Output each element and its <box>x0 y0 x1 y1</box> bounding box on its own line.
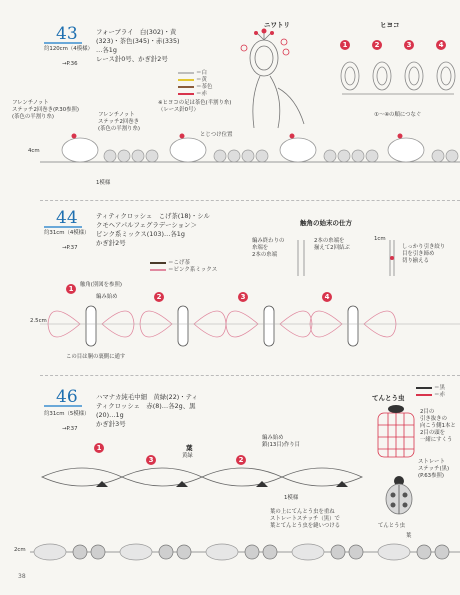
leaf-garland-diagram <box>42 459 362 495</box>
leaf-step-3: 3 <box>146 455 156 465</box>
section-43 <box>0 0 460 200</box>
height-43-label: 4cm <box>28 148 40 154</box>
leaf-bottom-label: 葉 <box>406 533 412 539</box>
antenna-note-1: 編み終わりの 糸端を 2本の糸端 <box>252 238 285 258</box>
chick-chart-diagram <box>338 52 458 112</box>
butterfly-step-4: 4 <box>322 292 332 302</box>
pattern-number-43: 43 <box>56 24 78 44</box>
butterfly-garland-diagram <box>40 296 460 356</box>
chick-step-1: 1 <box>340 40 350 50</box>
antenna-ref-label: 触角(別図を参照) <box>80 282 122 288</box>
page-ref-arrow-icon: → <box>62 61 67 67</box>
butterfly-step-3: 3 <box>238 292 248 302</box>
start-46-label: 編み始め 鎖(13目)作り目 <box>262 435 301 448</box>
chick-step-4: 4 <box>436 40 446 50</box>
repeat-46-label: 1模様 <box>284 495 299 501</box>
leaf-step-1: 1 <box>94 443 104 453</box>
section-46 <box>0 375 460 595</box>
antenna-finish-diagram <box>290 240 410 280</box>
antenna-tie-note: しっかり引き絞り 目を引き締め 切り揃える <box>402 244 446 264</box>
chick-join-note: ①～④の順につなぐ <box>374 112 422 118</box>
antenna-note-2: 2本の糸端を 揃えて2回結ぶ <box>314 238 350 251</box>
repeat-43-label: 1模様 <box>96 180 111 186</box>
legend-44-pink-mix: ＝ピンク系ミックス <box>150 267 230 274</box>
ladybug-finished-icon <box>384 475 414 515</box>
legend-43-note: ※ヒヨコの足は茶色(半割り糸) （レース針0号） <box>158 100 232 113</box>
chick-step-2: 2 <box>372 40 382 50</box>
antenna-length-label: 1cm <box>374 236 386 242</box>
french-knot-note-1: フレンチノット ステッチ2回巻き(P.30参照) (茶色の半割り糸) <box>12 100 80 120</box>
back-through-note: この目は胴の裏側に通す <box>66 354 126 360</box>
legend-swatch <box>150 269 166 271</box>
rooster-chart-diagram <box>234 28 314 138</box>
ladybug-bottom-label: てんとう虫 <box>378 523 405 529</box>
legend-43-yellow: ＝黄 <box>178 77 222 84</box>
legend-swatch <box>178 86 194 88</box>
rooster-label: ニワトリ <box>264 21 290 29</box>
legend-43 <box>178 70 222 98</box>
pattern-number-44: 44 <box>56 208 78 228</box>
height-44-label: 2.5cm <box>30 318 47 324</box>
pattern-44-size: 約31cm（4模様） <box>44 230 90 236</box>
legend-swatch <box>416 387 432 389</box>
pattern-43-size: 約120cm（4模様） <box>44 46 93 52</box>
attach-ladybug-note: 葉の上にてんとう虫を重ね ストレートステッチ（黒）で 葉とてんとう虫を縫いつける <box>270 509 341 529</box>
page-number: 38 <box>18 573 26 580</box>
legend-43-red: ＝赤 <box>178 91 222 98</box>
pattern-44-ref: →P.37 <box>62 245 78 251</box>
legend-swatch <box>416 394 432 396</box>
two-stitch-note: 2目の 引き抜きの 向こう側1本と 2目の頭を 一緒にすくう <box>420 409 456 443</box>
legend-46-black: ＝黒 <box>416 385 460 392</box>
legend-swatch <box>178 93 194 95</box>
ladybug-title: てんとう虫 <box>372 394 405 402</box>
ladybug-leaf-garland <box>30 537 460 567</box>
leaf-color-label: 黄緑 <box>182 453 193 459</box>
pattern-46-materials: ハマナカ純毛中細 黄緑(22)・ティ ティクロッシェ 赤(8)…各2g、黒 (20)…1g かぎ針3号 <box>96 393 198 428</box>
french-knot-note-2: フレンチノット ステッチ2回巻き (茶色の半割り糸) <box>98 112 140 132</box>
page-ref-arrow-icon: → <box>62 245 67 251</box>
legend-44 <box>150 260 230 274</box>
leaf-title: 葉 <box>186 444 193 452</box>
ladybug-chart-diagram <box>374 405 418 461</box>
pattern-46-size: 約31cm（5模様） <box>44 411 90 417</box>
butterfly-step-2: 2 <box>154 292 164 302</box>
antenna-finish-title: 触角の始末の仕方 <box>300 219 352 227</box>
pattern-43-materials: フォーブライ 白(302)・黄 (323)・茶色(345)・赤(335) …各1g レース針0号、かぎ針2号 <box>96 28 180 63</box>
rooster-chick-garland <box>40 128 460 180</box>
legend-swatch <box>150 262 166 264</box>
chick-label: ヒヨコ <box>380 21 400 29</box>
legend-44-dark-brown: ＝こげ茶 <box>150 260 230 267</box>
chick-step-3: 3 <box>404 40 414 50</box>
start-44-label: 編み始め <box>96 294 118 300</box>
closing-position-label: とじつけ位置 <box>200 132 233 138</box>
page-ref-arrow-icon: → <box>62 426 67 432</box>
pattern-number-46: 46 <box>56 387 78 407</box>
legend-swatch <box>178 79 194 81</box>
legend-43-brown: ＝茶色 <box>178 84 222 91</box>
legend-swatch <box>178 72 194 74</box>
legend-46 <box>416 385 460 399</box>
straight-stitch-label: ストレート ステッチ(黒) (P.63参照) <box>418 459 450 479</box>
pattern-43-ref: →P.36 <box>62 61 78 67</box>
legend-43-white: ＝白 <box>178 70 222 77</box>
legend-46-red: ＝赤 <box>416 392 460 399</box>
section-44 <box>0 200 460 375</box>
leaf-step-2: 2 <box>236 455 246 465</box>
height-46-label: 2cm <box>14 547 26 553</box>
pattern-44-materials: ティティクロッシェ こげ茶(18)・シル クモヘアパルフェグラデーション＞ ピンク系ミックス(103)…各1g かぎ針2号 <box>96 212 210 247</box>
pattern-46-ref: →P.37 <box>62 426 78 432</box>
butterfly-step-1: 1 <box>66 284 76 294</box>
